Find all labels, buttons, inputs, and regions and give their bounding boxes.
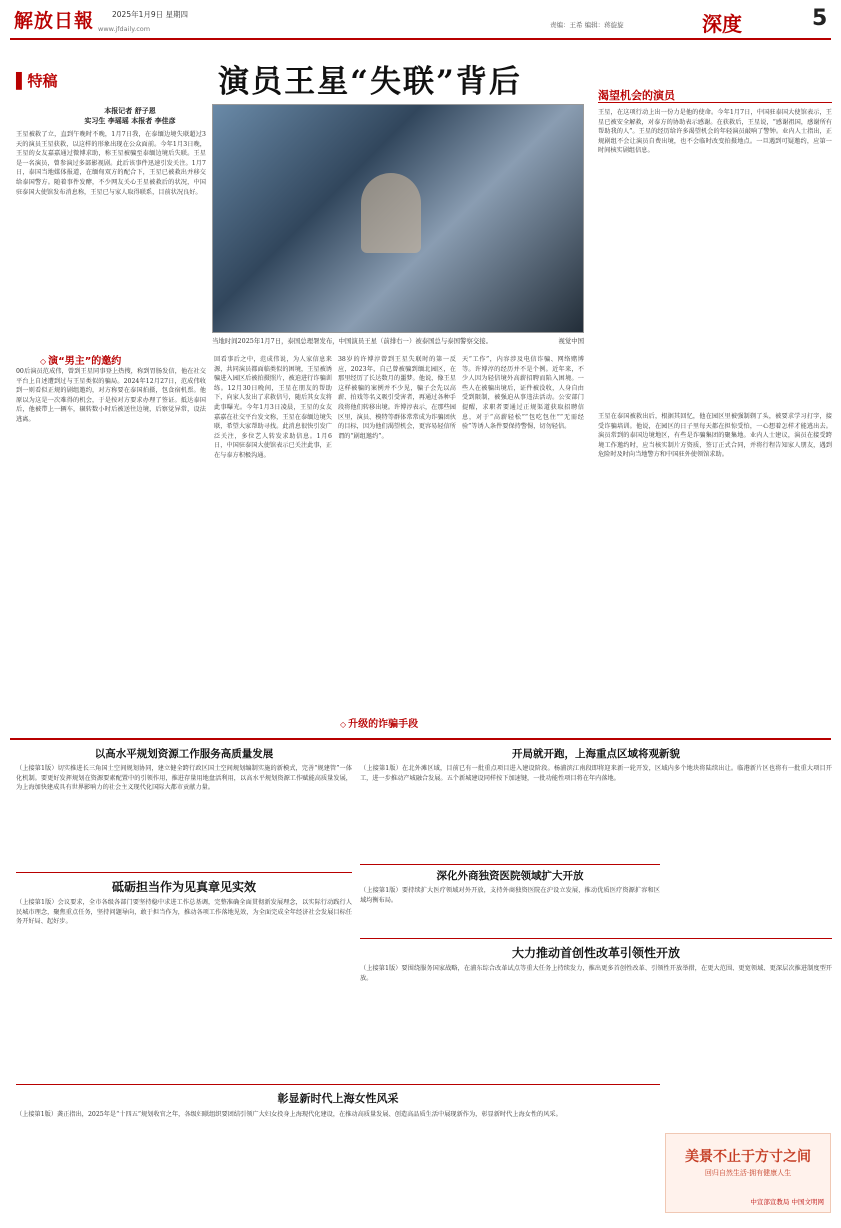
news-photo [212,104,584,333]
rule-1 [16,872,352,873]
sidebar-heading: 渴望机会的演员 [598,89,675,102]
article-planning: （上接第1版）切实推进长三角国土空间规划协同，建立健全跨行政区国土空间规划编制实施的新模式，完善“规建管”一体化机制。要更好发挥规划在资源要素配置中的引领作用，推进存量用地盘活利用，以高水平规划资源工作赋能高质量发展，为上海加快建成具有世界影响力的社会主义现代化国际大都市贡献力量。 [16,765,352,792]
rule-3 [360,938,832,939]
headline-women: 彰显新时代上海女性风采 [277,1092,399,1105]
page-number: 5 [812,6,828,31]
section-name: 深度 [702,12,742,36]
subheading-invitation: ◇ 演“男主”的邀约 [40,352,121,367]
rule-2 [360,864,660,865]
sidebar-heading-rule [598,102,832,103]
article-column-1b: 00后演员范成伟，曾到王星同事登上热搜，称到胃肠发信，他在社交平台上自述遭到过与王星类似的骗局。2024年12月27日，范成伟收到一则看似正规的剧组邀约，对方称要在泰国拍摄，包食宿机票。他原以为这是一次难得的机会，于是按对方要求办理了签证。抵达泰国后，他被带上一辆车，辗转数小时后被送往边境，后察觉异常，设法逃离。 [16,368,206,423]
masthead-rule [10,38,831,40]
photo-figure [361,173,421,253]
photo-caption [212,337,584,346]
website-url[interactable]: www.jfdaily.com [98,25,151,33]
headline-reform: 大力推动首创性改革引领性开放 [511,946,680,960]
feature-tag-label: 特稿 [27,72,58,90]
issue-date: 2025年1月9日 星期四 [112,10,189,19]
article-column-3: 38岁的许博淳曾到王星失联时的第一反应，2023年，自己曾被骗到缅北园区，在那里经历了长达数月的噩梦。他说，像王星这样被骗的案例并不少见，骗子会先以高薪、拍戏等名义吸引受害者，再通过各种手段将他们转移出境。许博淳表示，在那些园区里，演员、模特等群体常常成为诈骗团伙的目标，因为他们渴望机会，更容易轻信所谓的“剧组邀约”。 [338,356,456,440]
masthead [0,0,841,40]
headline-responsibility: 砥砺担当作为见真章见实效 [111,880,256,894]
headline-foreign-hospitals: 深化外商独资医院领域扩大开放 [436,870,584,882]
byline-reporter: 本报记者 舒子恩 [104,106,156,115]
article-column-2: 回看事后之中，范成伟说，为人家信息来源，共同演员都面临类似的困境，王星被诱骗进入园区后被拍摄照片，被迫进行诈骗训练。12月30日晚间，王星在朋友的帮助下，向家人发出了求救信号，随后其女友将此事曝光。今年1月3日凌晨，王星的女友嘉嘉在社交平台发文称，王星在泰缅边境失联，希望大家帮助寻找。此消息很快引发广泛关注，多位艺人转发求助信息。1月6日，中国驻泰国大使馆表示已关注此事，正在与泰方积极沟通。 [214,356,332,459]
ad-title: 美景不止于方寸之间 [685,1149,811,1165]
article-responsibility: （上接第1版）会议要求，全市各级各部门要坚持稳中求进工作总基调，完整准确全面贯彻新发展理念，以实际行动践行人民城市理念，聚焦重点任务，坚持问题导向，敢于担当作为，推动各项工作落地见效，为全面完成全年经济社会发展目标任务开好局、起好步。 [16,899,352,926]
article-reform: （上接第1版）要围绕服务国家战略，在浦东综合改革试点等重大任务上持续发力，推出更多首创性改革、引领性开放举措，在更大范围、更宽领域、更深层次推进制度型开放。 [360,965,832,982]
public-service-ad[interactable] [665,1133,831,1213]
article-key-areas: （上接第1版）在北外滩区域，目前已有一批重点项目进入建设阶段。杨浦滨江南段即将迎来新一轮开发，区域内多个地块将陆续出让。临港新片区也将有一批重大项目开工，进一步推动产城融合发展。五个新城建设同样按下加速键，一批功能性项目将在年内落地。 [360,765,832,782]
feature-tag: ▌特稿 [16,72,58,90]
rule-4 [16,1084,660,1085]
newspaper-logo: 解放日報 [14,10,95,32]
photo-credit: 视觉中国 [558,337,584,345]
ad-subtitle: 回归自然生活·拥有健康人生 [704,1169,792,1177]
editor-credits: 责编：王希 编辑：蒋旋旋 [550,21,624,29]
ad-brand: 中宣部宣教局 中国文明网 [750,1198,824,1206]
byline-interns: 实习生 李瑶瑶 本报者 李佳彦 [84,116,176,125]
article-column-4: 天“工作”，内容涉及电信诈骗、网络赌博等。许博淳的经历并不是个例。近年来，不少人因为轻信境外高薪招聘而陷入困境。一些人在被骗出境后，证件被没收，人身自由受到限制，被强迫从事违法活动。公安部门提醒，求职者要通过正规渠道获取招聘信息，对于“高薪轻松”“包吃包住”“无需经验”等诱人条件要保持警惕，切勿轻信。 [462,356,584,431]
headline-key-areas: 开局就开跑，上海重点区域将观新貌 [512,748,680,760]
photo-caption-text: 当地时间2025年1月7日，泰国总理署发布，中国演员王星（前排右一）被泰国总与泰国警察交接。 [212,337,493,345]
article-column-1a: 王星被救了立，直到午晚时不晚，1月7日我，在泰缅边境失联超过3天的演员王星获救，以这样的形象出现在公众面前。今年1月3日晚，王星的女友嘉嘉通过微博求助，称王星被骗至泰缅边境后失联。王星是一名演员，曾参演过多部影视剧。此后该事件迅速引发关注。1月7日，泰国当地媒体报道，在缅甸双方的配合下，王星已被救出并移交给泰国警方。随着事件发酵，不少网友关心王星被救后的状况，中国驻泰国大使馆发布消息称，王星已与家人取得联系，目前状况良好。 [16,131,206,196]
article-foreign-hospitals: （上接第1版）要持续扩大医疗领域对外开放，支持外商独资医院在沪设立发展，推动优质医疗资源扩容和区域均衡布局。 [360,887,660,904]
sidebar-column-1: 王星，在这项行动上出一份力是他的使命。今年1月7日，中国驻泰国大使馆表示，王星已被安全解救，对泰方的协助表示感谢。在获救后，王星说，“感谢祖国，感谢所有帮助我的人”。王星的经历给许多渴望机会的年轻演员敲响了警钟。业内人士指出，正规剧组不会让演员自费出境，也不会临时改变拍摄地点。一旦遇到可疑邀约，应第一时间核实剧组信息。 [598,109,832,155]
page-title: 演员王星“失联”背后 [218,64,522,100]
subheading-scam: ◇ 升级的诈骗手段 [340,715,418,730]
byline [60,106,200,126]
article-women: （上接第1版）龚正指出，2025年是“十四五”规划收官之年，各级妇联组织要团结引领广大妇女投身上海现代化建设，在推动高质量发展、创造高品质生活中展现新作为，彰显新时代上海女性的风采。 [16,1111,562,1118]
feature-bottom-rule [10,738,831,740]
sidebar-column-2: 王星在泰国被救出后，根据其回忆，他在园区里被强制剃了头，被要求学习打字，接受诈骗培训。他说，在园区的日子里每天都在担惊受怕，一心想着怎样才能逃出去。演员常到的泰国边境地区，有些是诈骗集团的聚集地。业内人士建议，演员在接受跨境工作邀约时，应当核实制片方资质，签订正式合同，并将行程告知家人朋友，遇到危险时及时向当地警方和中国驻外使领馆求助。 [598,413,832,459]
headline-planning: 以高水平规划资源工作服务高质量发展 [94,748,274,760]
